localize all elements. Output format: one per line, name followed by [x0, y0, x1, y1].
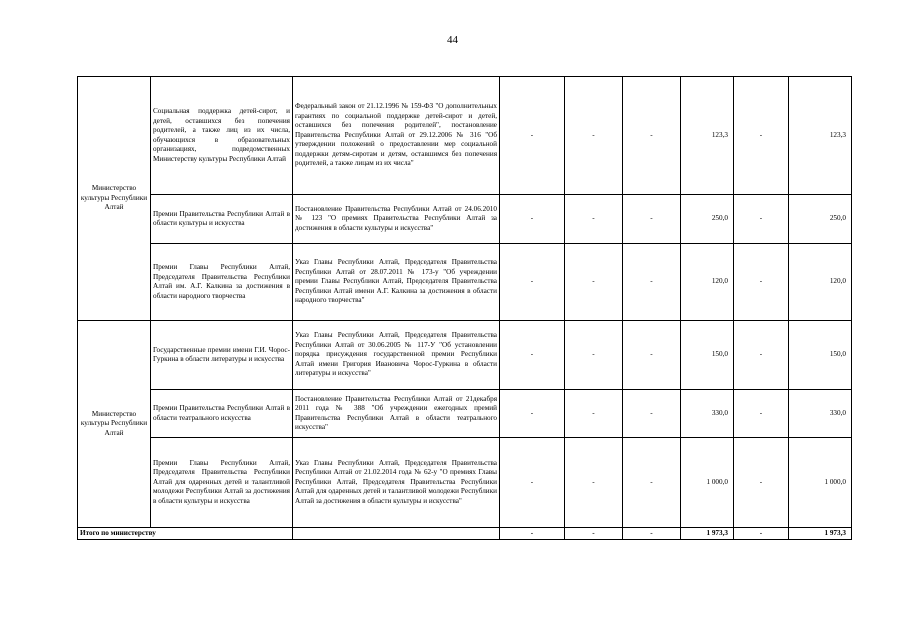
- legal-basis-cell: Указ Главы Республики Алтай, Председателя Правительства Республики Алтай от 30.06.2005 № 117-У "Об установлении порядка присуждения государственной премии Республики Алтай имени Григория Ивановича Чорос-Гуркина в области литературы и искусства": [293, 321, 500, 390]
- value-cell: -: [734, 390, 789, 438]
- value-cell: -: [623, 195, 681, 244]
- page-number: 44: [447, 34, 458, 46]
- value-cell: -: [500, 77, 565, 195]
- table-row: [78, 244, 852, 321]
- total-label: Итого по министерству: [78, 528, 293, 540]
- value-cell: 250,0: [681, 195, 734, 244]
- value-cell: 120,0: [681, 244, 734, 321]
- value-cell: -: [565, 195, 623, 244]
- value-cell: -: [500, 244, 565, 321]
- value-cell: -: [565, 244, 623, 321]
- value-cell: 120,0: [789, 244, 852, 321]
- expense-name-cell: Премии Правительства Республики Алтай в области театрального искусства: [151, 390, 293, 438]
- value-cell: -: [623, 321, 681, 390]
- total-value-cell: -: [623, 528, 681, 540]
- table-row: [78, 321, 852, 390]
- value-cell: -: [565, 77, 623, 195]
- value-cell: 1 000,0: [681, 438, 734, 528]
- value-cell: -: [734, 244, 789, 321]
- legal-basis-cell: Указ Главы Республики Алтай, Председателя Правительства Республики Алтай от 28.07.2011 № 173-у "Об учреждении премии Главы Республики Алтай, Председателя Правительства Республики Алтай имени А.Г. Калкина за достижения в области народного творчества": [293, 244, 500, 321]
- table-row: [78, 77, 852, 195]
- value-cell: 330,0: [789, 390, 852, 438]
- value-cell: 150,0: [681, 321, 734, 390]
- value-cell: -: [623, 77, 681, 195]
- total-row: [78, 528, 852, 540]
- ministry-cell: Министерство культуры Республики Алтай: [78, 77, 151, 321]
- legal-basis-cell: Указ Главы Республики Алтай, Председателя Правительства Республики Алтай от 21.02.2014 года № 62-у "О премиях Главы Республики Алтай, Председателя Правительства Республики Алтай для одаренных детей и талантливой молодежи Республики Алтай за достижения в области культуры и искусства": [293, 438, 500, 528]
- value-cell: 123,3: [789, 77, 852, 195]
- expense-name-cell: Премии Главы Республики Алтай, Председателя Правительства Республики Алтай им. А.Г. Калкина за достижения в области народного творчества: [151, 244, 293, 321]
- value-cell: -: [623, 244, 681, 321]
- table-row: [78, 438, 852, 528]
- value-cell: -: [500, 195, 565, 244]
- total-value-cell: 1 973,3: [681, 528, 734, 540]
- ministry-cell: Министерство культуры Республики Алтай: [78, 321, 151, 528]
- value-cell: -: [734, 77, 789, 195]
- empty-cell: [293, 528, 500, 540]
- value-cell: -: [565, 390, 623, 438]
- value-cell: -: [734, 438, 789, 528]
- total-value-cell: -: [500, 528, 565, 540]
- value-cell: -: [623, 438, 681, 528]
- value-cell: -: [500, 390, 565, 438]
- value-cell: -: [565, 438, 623, 528]
- expense-name-cell: Государственные премии имени Г.И. Чорос-Гуркина в области литературы и искусства: [151, 321, 293, 390]
- expense-name-cell: Премии Главы Республики Алтай, Председателя Правительства Республики Алтай для одаренных детей и талантливой молодежи Республики Алтай за достижения в области культуры и искусства: [151, 438, 293, 528]
- value-cell: 123,3: [681, 77, 734, 195]
- value-cell: 150,0: [789, 321, 852, 390]
- table-row: [78, 390, 852, 438]
- value-cell: -: [734, 321, 789, 390]
- value-cell: 1 000,0: [789, 438, 852, 528]
- total-value-cell: -: [565, 528, 623, 540]
- value-cell: -: [734, 195, 789, 244]
- legal-basis-cell: Постановление Правительства Республики Алтай от 24.06.2010 № 123 "О премиях Правительства Республики Алтай за достижения в области культуры и искусства": [293, 195, 500, 244]
- legal-basis-cell: Федеральный закон от 21.12.1996 № 159-ФЗ "О дополнительных гарантиях по социальной поддержке детей-сирот и детей, оставшихся без попечения родителей", постановление Правительства Республики Алтай от 29.12.2006 № 316 "Об утверждении положений о предоставлении мер социальной поддержки детям-сиротам и детям, оставшимся без попечения родителей, а также лицам из их числа": [293, 77, 500, 195]
- value-cell: 330,0: [681, 390, 734, 438]
- total-value-cell: -: [734, 528, 789, 540]
- expense-name-cell: Премии Правительства Республики Алтай в области культуры и искусства: [151, 195, 293, 244]
- value-cell: -: [565, 321, 623, 390]
- budget-table: [77, 76, 852, 540]
- legal-basis-cell: Постановление Правительства Республики Алтай от 21декабря 2011 года № 388 "Об учреждении ежегодных премий Правительства Республики Алтай в области театрального искусства": [293, 390, 500, 438]
- expense-name-cell: Социальная поддержка детей-сирот, и детей, оставшихся без попечения родителей, а также лиц из их числа, обучающихся в образовательных организациях, подведомственных Министерству культуры Республики Алтай: [151, 77, 293, 195]
- value-cell: 250,0: [789, 195, 852, 244]
- table-row: [78, 195, 852, 244]
- value-cell: -: [500, 438, 565, 528]
- value-cell: -: [623, 390, 681, 438]
- value-cell: -: [500, 321, 565, 390]
- total-value-cell: 1 973,3: [789, 528, 852, 540]
